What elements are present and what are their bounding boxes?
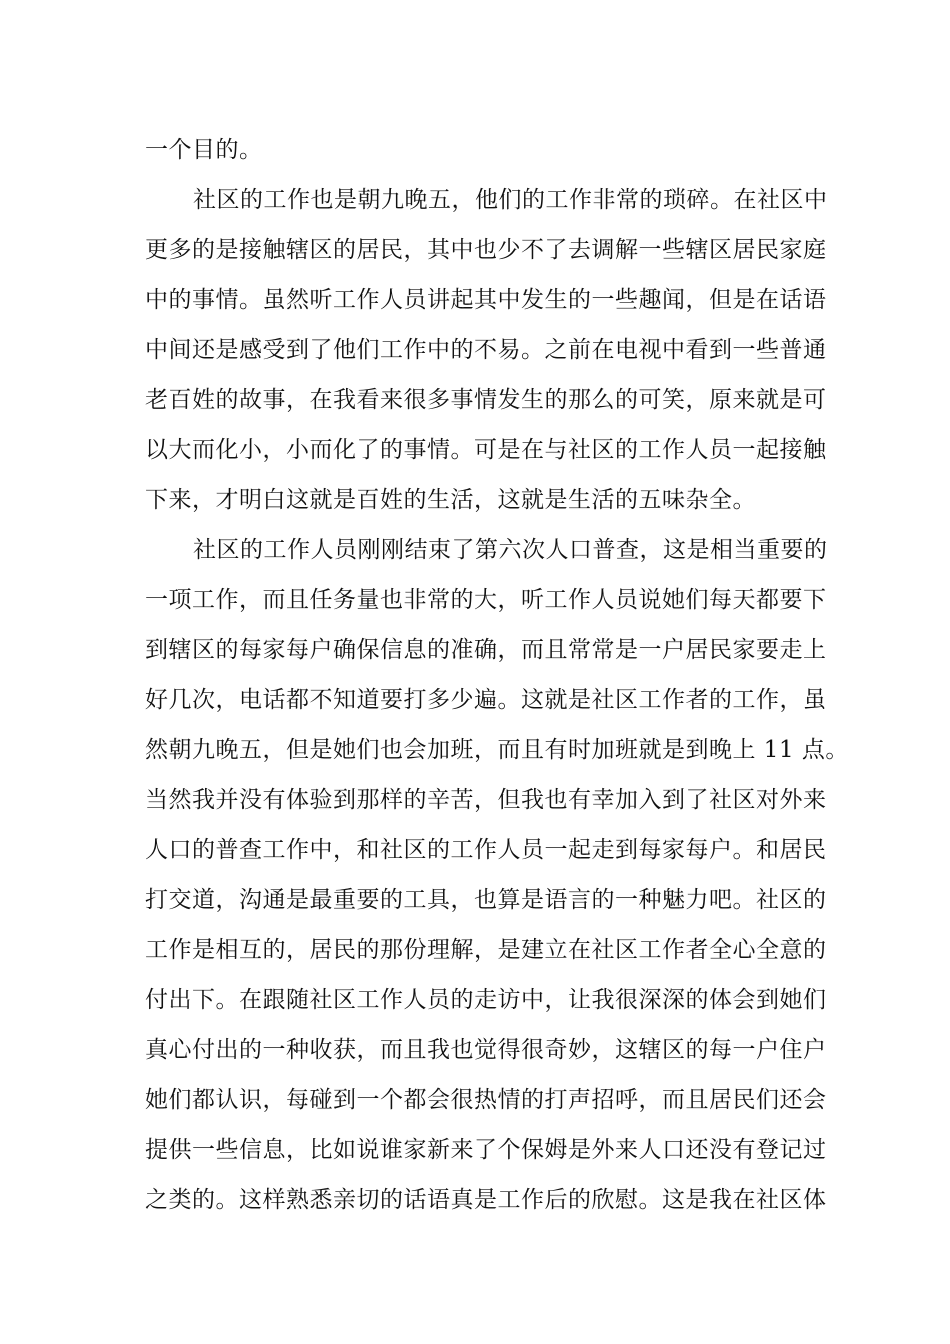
text-line: 人口的普查工作中，和社区的工作人员一起走到每家每户。和居民 (145, 837, 827, 863)
text-line: 一项工作，而且任务量也非常的大，听工作人员说她们每天都要下 (145, 587, 827, 613)
paragraph-start-line: 社区的工作也是朝九晚五，他们的工作非常的琐碎。在社区中 (193, 187, 828, 213)
text-line: 当然我并没有体验到那样的辛苦，但我也有幸加入到了社区对外来 (145, 787, 827, 813)
text-line: 付出下。在跟随社区工作人员的走访中，让我很深深的体会到她们 (145, 987, 827, 1013)
text-line: 工作是相互的，居民的那份理解，是建立在社区工作者全心全意的 (145, 937, 827, 963)
text-line: 之类的。这样熟悉亲切的话语真是工作后的欣慰。这是我在社区体 (145, 1187, 827, 1213)
text-line: 下来，才明白这就是百姓的生活，这就是生活的五味杂全。 (145, 487, 756, 513)
text-line: 一个目的。 (145, 137, 263, 163)
text-line: 到辖区的每家每户确保信息的准确，而且常常是一户居民家要走上 (145, 637, 827, 663)
text-line: 然朝九晚五，但是她们也会加班，而且有时加班就是到晚上 11 点。 (145, 737, 849, 763)
text-line: 中的事情。虽然听工作人员讲起其中发生的一些趣闻，但是在话语 (145, 287, 827, 313)
text-line: 提供一些信息，比如说谁家新来了个保姆是外来人口还没有登记过 (145, 1137, 827, 1163)
text-line: 中间还是感受到了他们工作中的不易。之前在电视中看到一些普通 (145, 337, 827, 363)
text-line: 她们都认识，每碰到一个都会很热情的打声招呼，而且居民们还会 (145, 1087, 827, 1113)
paragraph-start-line: 社区的工作人员刚刚结束了第六次人口普查，这是相当重要的 (193, 537, 828, 563)
text-line: 打交道，沟通是最重要的工具，也算是语言的一种魅力吧。社区的 (145, 887, 827, 913)
text-line: 好几次，电话都不知道要打多少遍。这就是社区工作者的工作，虽 (145, 687, 827, 713)
text-line: 老百姓的故事，在我看来很多事情发生的那么的可笑，原来就是可 (145, 387, 827, 413)
text-line: 真心付出的一种收获，而且我也觉得很奇妙，这辖区的每一户住户 (145, 1037, 827, 1063)
text-line: 以大而化小，小而化了的事情。可是在与社区的工作人员一起接触 (145, 437, 827, 463)
text-line: 更多的是接触辖区的居民，其中也少不了去调解一些辖区居民家庭 (145, 237, 827, 263)
